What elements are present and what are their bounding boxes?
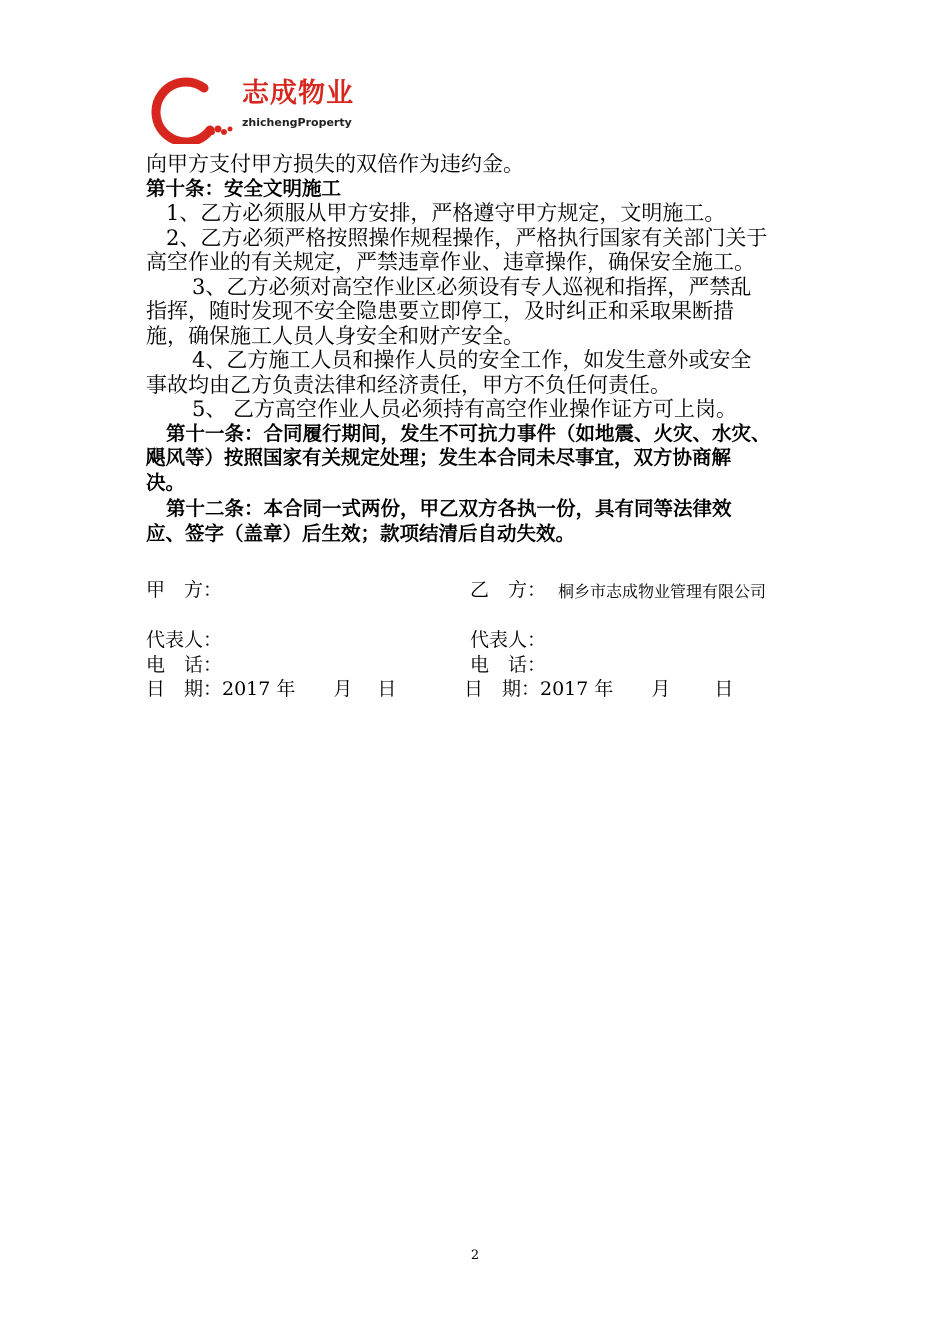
body-line: 决。 xyxy=(146,470,186,494)
clause-4: 4、乙方施工人员和操作人员的安全工作，如发生意外或安全 xyxy=(192,348,752,372)
party-a-label: 甲 方： xyxy=(146,579,223,601)
body-line: 飓风等）按照国家有关规定处理；发生本合同未尽事宜，双方协商解 xyxy=(146,446,732,469)
party-b-date: 日 期：2017 年 月 日 xyxy=(464,678,734,700)
logo-chinese-name: 志成物业 xyxy=(242,78,354,109)
party-b-label: 乙 方： xyxy=(470,579,547,601)
page-number: 2 xyxy=(470,1248,480,1263)
party-b-representative-label: 代表人： xyxy=(470,629,547,651)
logo-english-name: zhichengProperty xyxy=(242,116,352,129)
section-heading-10: 第十条：安全文明施工 xyxy=(146,176,342,200)
section-heading-11: 第十一条：合同履行期间，发生不可抗力事件（如地震、火灾、水灾、 xyxy=(166,421,771,445)
section-heading-12: 第十二条：本合同一式两份，甲乙双方各执一份，具有同等法律效 xyxy=(166,497,732,520)
body-line: 施，确保施工人员人身安全和财产安全。 xyxy=(146,323,524,348)
contract-body xyxy=(146,152,846,546)
body-line: 高空作业的有关规定，严禁违章作业、违章操作，确保安全施工。 xyxy=(146,250,755,274)
party-b-company-name: 桐乡市志成物业管理有限公司 xyxy=(558,582,767,601)
body-line: 事故均由乙方负责法律和经济责任，甲方不负任何责任。 xyxy=(146,372,671,397)
party-a-date: 日 期：2017 年 月 日 xyxy=(146,678,397,700)
clause-3: 3、乙方必须对高空作业区必须设有专人巡视和指挥，严禁乱 xyxy=(192,274,752,299)
party-b-phone-label: 电 话： xyxy=(470,654,547,676)
logo-c-mark-icon xyxy=(146,74,236,144)
clause-5: 5、 乙方高空作业人员必须持有高空作业操作证方可上岗。 xyxy=(192,397,738,421)
company-logo xyxy=(146,74,366,144)
body-line: 应、签字（盖章）后生效；款项结清后自动失效。 xyxy=(146,521,576,545)
party-a-representative-label: 代表人： xyxy=(146,629,223,651)
clause-2: 2、乙方必须严格按照操作规程操作，严格执行国家有关部门关于 xyxy=(166,225,768,250)
body-line: 指挥，随时发现不安全隐患要立即停工，及时纠正和采取果断措 xyxy=(146,299,734,323)
party-a-phone-label: 电 话： xyxy=(146,654,223,676)
body-line: 向甲方支付甲方损失的双倍作为违约金。 xyxy=(146,152,524,176)
clause-1: 1、乙方必须服从甲方安排，严格遵守甲方规定，文明施工。 xyxy=(166,201,726,225)
